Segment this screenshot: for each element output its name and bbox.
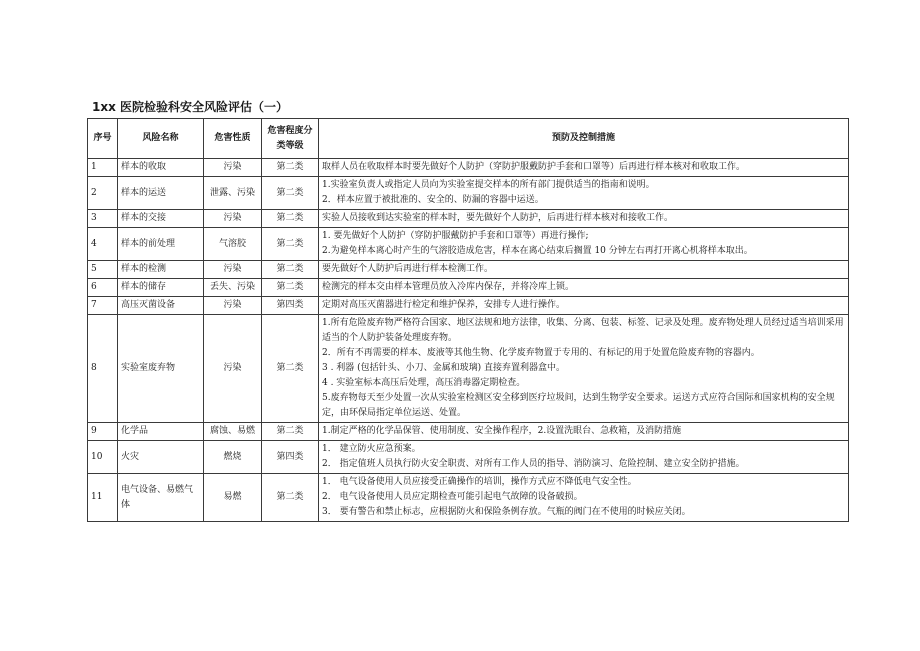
- risk-name-cell: 实验室废弃物: [118, 315, 204, 423]
- hazard-nature-cell: 污染: [204, 297, 262, 315]
- measure-line: 2． 电气设备使用人员应定期检查可能引起电气故障的设备破损。: [322, 492, 583, 502]
- row-number: 5: [88, 261, 118, 279]
- table-row: [88, 423, 849, 441]
- header-hazard-nature: 危害性质: [204, 119, 262, 159]
- table-row: [88, 210, 849, 228]
- measure-line: 2．样本应置于被批准的、安全的、防漏的容器中运送。: [322, 195, 544, 205]
- hazard-nature-cell: 腐蚀、易燃: [204, 423, 262, 441]
- row-number: 11: [88, 474, 118, 522]
- risk-name-cell: 样本的运送: [118, 177, 204, 210]
- measure-line: 2．所有不再需要的样本、废液等其他生物、化学废弃物置于专用的、有标记的用于处置危险废弃物的容器内。: [322, 348, 760, 358]
- measures-cell: [319, 228, 849, 261]
- risk-name-cell: 化学品: [118, 423, 204, 441]
- table-body: [88, 159, 849, 522]
- hazard-level-cell: 第四类: [262, 441, 319, 474]
- table-row: [88, 315, 849, 423]
- measure-line: 1． 电气设备使用人员应接受正确操作的培训，操作方式应不降低电气安全性。: [322, 477, 637, 487]
- table-row: [88, 441, 849, 474]
- row-number: 9: [88, 423, 118, 441]
- row-number: 3: [88, 210, 118, 228]
- measure-line: 要先做好个人防护后再进行样本检测工作。: [322, 264, 494, 274]
- risk-name-cell: 火灾: [118, 441, 204, 474]
- measures-cell: [319, 159, 849, 177]
- hazard-nature-cell: 污染: [204, 261, 262, 279]
- measure-line: 3 . 利器 (包括针头、小刀、金属和玻璃) 直接弃置利器盒中。: [322, 363, 566, 373]
- measures-cell: [319, 297, 849, 315]
- measures-cell: [319, 279, 849, 297]
- measures-cell: [319, 423, 849, 441]
- row-number: 1: [88, 159, 118, 177]
- measure-line: 4 . 实验室标本高压后处理，高压消毒器定期检查。: [322, 378, 526, 388]
- hazard-level-cell: 第二类: [262, 177, 319, 210]
- measure-line: 1. 要先做好个人防护（穿防护服戴防护手套和口罩等）再进行操作;: [322, 231, 589, 241]
- header-measures: 预防及控制措施: [319, 119, 849, 159]
- row-number: 2: [88, 177, 118, 210]
- measure-line: 5.废弃物每天至少处置一次从实验室检测区安全移到医疗垃圾间，达到生物学安全要求。运送方式应符合国际和国家机构的安全规定，由环保局指定单位运送、处置。: [322, 393, 835, 418]
- row-number: 8: [88, 315, 118, 423]
- table-header-row: [88, 119, 849, 159]
- measure-line: 检测完的样本交由样本管理员放入冷库内保存，并将冷库上锁。: [322, 282, 575, 292]
- risk-name-cell: 高压灭菌设备: [118, 297, 204, 315]
- hazard-level-cell: 第二类: [262, 210, 319, 228]
- risk-name-cell: 样本的检测: [118, 261, 204, 279]
- measures-cell: [319, 441, 849, 474]
- table-row: [88, 261, 849, 279]
- measures-cell: [319, 474, 849, 522]
- hazard-level-cell: 第二类: [262, 315, 319, 423]
- measure-line: 定期对高压灭菌器进行检定和维护保养，安排专人进行操作。: [322, 300, 566, 310]
- measure-line: 1.制定严格的化学品保管、使用制度、安全操作程序，2.设置洗眼台、急救箱，及消防措施: [322, 426, 682, 436]
- table-row: [88, 297, 849, 315]
- measure-line: 实验人员接收到达实验室的样本时，要先做好个人防护，后再进行样本核对和接收工作。: [322, 213, 674, 223]
- hazard-level-cell: 第二类: [262, 261, 319, 279]
- hazard-nature-cell: 气溶胶: [204, 228, 262, 261]
- hazard-level-cell: 第二类: [262, 423, 319, 441]
- hazard-nature-cell: 易燃: [204, 474, 262, 522]
- hazard-level-cell: 第二类: [262, 159, 319, 177]
- measure-line: 3． 要有警告和禁止标志，应根据防火和保险条例存放。气瓶的阀门在不使用的时候应关闭。: [322, 507, 691, 517]
- risk-name-cell: 样本的收取: [118, 159, 204, 177]
- table-row: [88, 177, 849, 210]
- measure-line: 1． 建立防火应急预案。: [322, 444, 421, 454]
- header-hazard-level: 危害程度分类等级: [262, 119, 319, 159]
- hazard-level-cell: 第二类: [262, 474, 319, 522]
- header-no: 序号: [88, 119, 118, 159]
- hazard-level-cell: 第二类: [262, 279, 319, 297]
- hazard-level-cell: 第二类: [262, 228, 319, 261]
- header-risk-name: 风险名称: [118, 119, 204, 159]
- measure-line: 取样人员在收取样本时要先做好个人防护（穿防护服戴防护手套和口罩等）后再进行样本核对和收取工作。: [322, 162, 746, 172]
- table-row: [88, 474, 849, 522]
- table-row: [88, 228, 849, 261]
- hazard-nature-cell: 丢失、污染: [204, 279, 262, 297]
- measure-line: 2.为避免样本离心时产生的气溶胶造成危害，样本在离心结束后搁置 10 分钟左右再打开离心机将样本取出。: [322, 246, 753, 256]
- row-number: 6: [88, 279, 118, 297]
- measures-cell: [319, 177, 849, 210]
- risk-name-cell: 样本的前处理: [118, 228, 204, 261]
- risk-name-cell: 样本的储存: [118, 279, 204, 297]
- document-title: 1xx 医院检验科安全风险评估（一）: [92, 100, 289, 114]
- measures-cell: [319, 261, 849, 279]
- measure-line: 1.所有危险废弃物严格符合国家、地区法规和地方法律，收集、分离、包装、标签、记录及处理。废弃物处理人员经过适当培训采用适当的个人防护装备处理废弃物。: [322, 318, 844, 343]
- hazard-nature-cell: 污染: [204, 159, 262, 177]
- hazard-nature-cell: 污染: [204, 210, 262, 228]
- hazard-level-cell: 第四类: [262, 297, 319, 315]
- row-number: 10: [88, 441, 118, 474]
- table-row: [88, 159, 849, 177]
- hazard-nature-cell: 泄露、污染: [204, 177, 262, 210]
- table-row: [88, 279, 849, 297]
- risk-assessment-table: [87, 118, 849, 522]
- measure-line: 1.实验室负责人或指定人员向为实验室提交样本的所有部门提供适当的指南和说明。: [322, 180, 655, 190]
- hazard-nature-cell: 污染: [204, 315, 262, 423]
- hazard-nature-cell: 燃烧: [204, 441, 262, 474]
- row-number: 7: [88, 297, 118, 315]
- risk-name-cell: 样本的交接: [118, 210, 204, 228]
- row-number: 4: [88, 228, 118, 261]
- measure-line: 2． 指定值班人员执行防火安全职责、对所有工作人员的指导、消防演习、危险控制、建立安全防护措施。: [322, 459, 745, 469]
- measures-cell: [319, 210, 849, 228]
- measures-cell: [319, 315, 849, 423]
- risk-name-cell: 电气设备、易燃气体: [118, 474, 204, 522]
